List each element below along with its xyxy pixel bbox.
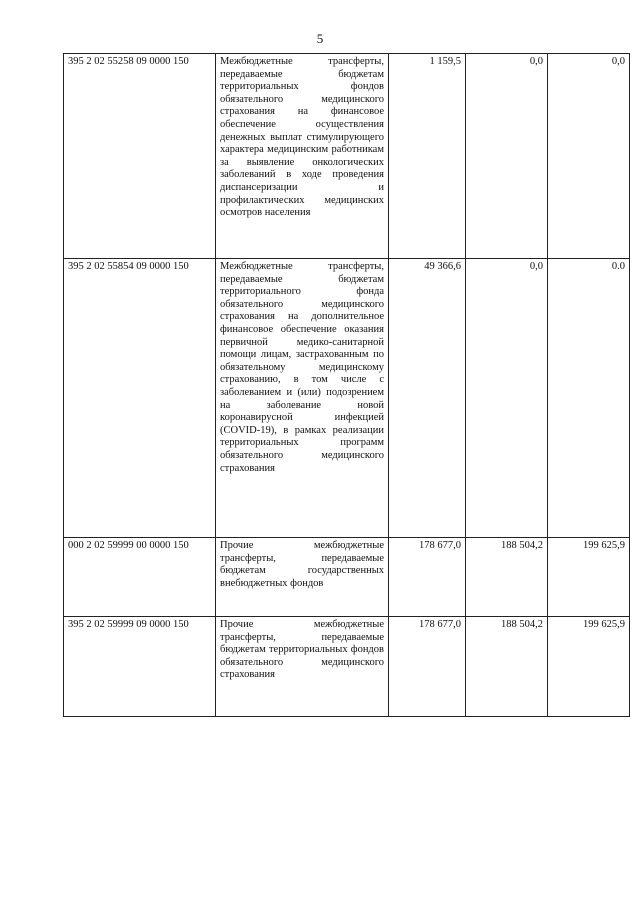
budget-item-name: Прочие межбюджетные трансферты, передаваемые бюджетам государственных внебюджетных фондов	[216, 538, 389, 617]
page-number: 5	[316, 31, 324, 46]
amount-year-3: 199 625,9	[548, 617, 630, 717]
amount-year-2: 0,0	[466, 54, 548, 259]
amount-year-3: 199 625,9	[548, 538, 630, 617]
amount-year-2: 188 504,2	[466, 538, 548, 617]
budget-code: 395 2 02 59999 09 0000 150	[64, 617, 216, 717]
table-row	[64, 54, 630, 259]
table-row	[64, 617, 630, 717]
amount-year-2: 188 504,2	[466, 617, 548, 717]
budget-item-name: Межбюджетные трансферты, передаваемые бюджетам территориального фонда обязательного медицинского страхования на дополнительное финансовое обеспечение оказания первичной медико-санитарной помощи лицам, застрахованным по обязательному медицинскому страхованию, в том числе с заболеванием и (или) подозрением на заболевание новой коронавирусной инфекцией (COVID-19), в рамках реализации территориальных программ обязательного медицинского страхования	[216, 259, 389, 538]
amount-year-3: 0,0	[548, 54, 630, 259]
amount-year-2: 0,0	[466, 259, 548, 538]
budget-code: 395 2 02 55854 09 0000 150	[64, 259, 216, 538]
budget-item-name: Межбюджетные трансферты, передаваемые бюджетам территориальных фондов обязательного медицинского страхования на финансовое обеспечение осуществления денежных выплат стимулирующего характера медицинским работникам за выявление онкологических заболеваний в ходе проведения диспансеризации и профилактических медицинских осмотров населения	[216, 54, 389, 259]
amount-year-1: 178 677,0	[389, 617, 466, 717]
amount-year-1: 1 159,5	[389, 54, 466, 259]
budget-code: 000 2 02 59999 00 0000 150	[64, 538, 216, 617]
amount-year-1: 178 677,0	[389, 538, 466, 617]
amount-year-3: 0.0	[548, 259, 630, 538]
table-row	[64, 538, 630, 617]
table-row	[64, 259, 630, 538]
budget-code: 395 2 02 55258 09 0000 150	[64, 54, 216, 259]
budget-table	[63, 53, 630, 717]
budget-item-name: Прочие межбюджетные трансферты, передаваемые бюджетам территориальных фондов обязательного медицинского страхования	[216, 617, 389, 717]
amount-year-1: 49 366,6	[389, 259, 466, 538]
